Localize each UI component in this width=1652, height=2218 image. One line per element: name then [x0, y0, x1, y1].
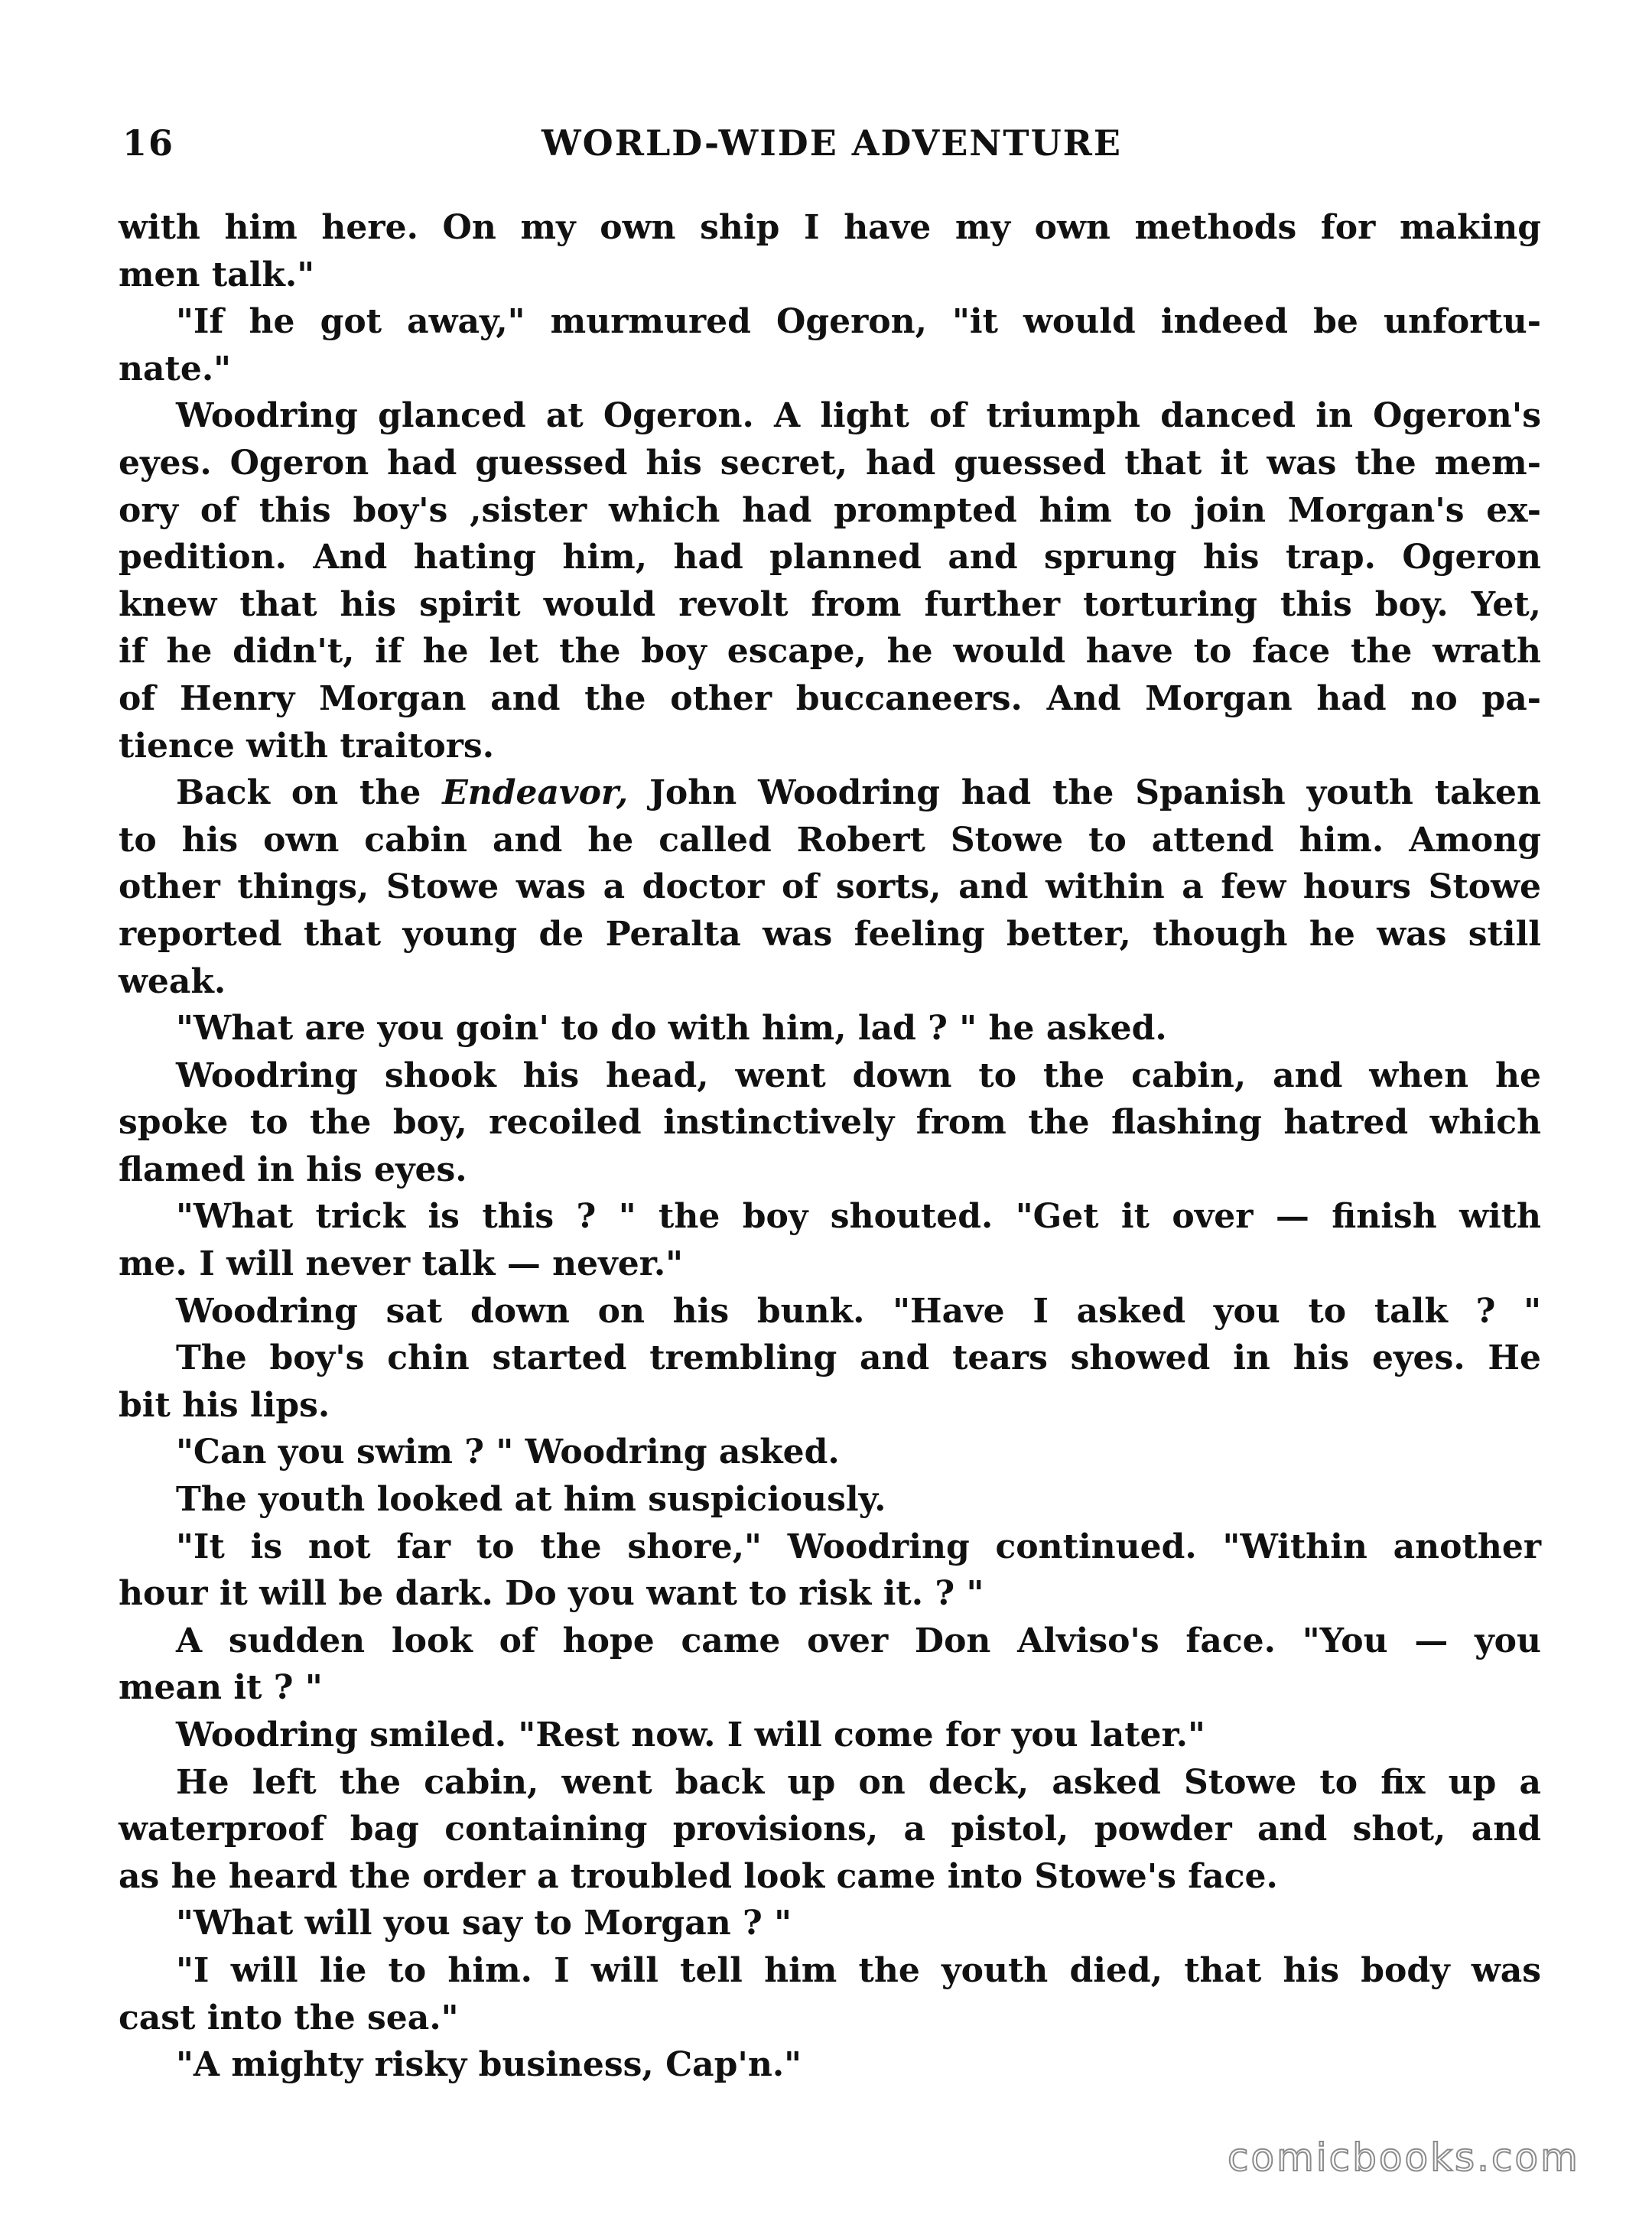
text-line: Woodring sat down on his bunk. "Have I asked you to talk ? "	[176, 1291, 1541, 1331]
text-line: flamed in his eyes.	[119, 1150, 467, 1189]
text-line: "Can you swim ? " Woodring asked.	[176, 1433, 840, 1472]
text-line: The youth looked at him suspiciously.	[176, 1480, 886, 1520]
text-line: "I will lie to him. I will tell him the youth died, that his body was	[176, 1950, 1541, 1990]
text-line: "It is not far to the shore," Woodring continued. "Within another	[176, 1527, 1541, 1566]
text-line: Woodring glanced at Ogeron. A light of triumph danced in Ogeron's	[176, 396, 1541, 436]
text-line: Woodring smiled. "Rest now. I will come for you later."	[176, 1716, 1205, 1755]
text-line: me. I will never talk — never."	[119, 1244, 684, 1284]
ship-name: Endeavor,	[442, 773, 629, 813]
text-line: weak.	[119, 961, 226, 1001]
running-head-title: WORLD-WIDE ADVENTURE	[541, 122, 1122, 164]
text-line: mean it ? "	[119, 1668, 323, 1708]
text-segment: John Woodring had the Spanish youth taken	[628, 773, 1541, 813]
text-line: nate."	[119, 349, 232, 389]
text-line: men talk."	[119, 255, 315, 294]
text-line: He left the cabin, went back up on deck, asked Stowe to fix up a	[176, 1762, 1541, 1802]
text-line: ory of this boy's ,sister which had prompted him to join Morgan's ex-	[119, 490, 1541, 530]
text-line: spoke to the boy, recoiled instinctively from the flashing hatred which	[119, 1103, 1541, 1143]
text-line: "If he got away," murmured Ogeron, "it would indeed be unfortu-	[176, 302, 1541, 342]
text-line: eyes. Ogeron had guessed his secret, had guessed that it was the mem-	[119, 443, 1541, 483]
text-line: tience with traitors.	[119, 726, 495, 766]
text-segment: Back on the	[176, 773, 443, 813]
text-line: "What will you say to Morgan ? "	[176, 1904, 792, 1943]
text-line: "What trick is this ? " the boy shouted. "Get it over — finish with	[176, 1197, 1541, 1237]
text-line: reported that young de Peralta was feeling better, though he was still	[119, 914, 1541, 954]
text-line: "What are you goin' to do with him, lad ? " he asked.	[176, 1009, 1167, 1049]
page-header	[122, 122, 1541, 176]
text-line: pedition. And hating him, had planned and sprung his trap. Ogeron	[119, 538, 1541, 577]
body-text	[119, 204, 1541, 2089]
text-line: if he didn't, if he let the boy escape, he would have to face the wrath	[119, 632, 1541, 672]
text-line: to his own cabin and he called Robert Stowe to attend him. Among	[119, 820, 1541, 860]
text-line	[119, 769, 1541, 817]
text-line: cast into the sea."	[119, 1998, 459, 2038]
page-number: 16	[122, 122, 175, 164]
text-line: Woodring shook his head, went down to the cabin, and when he	[176, 1055, 1541, 1095]
text-line: bit his lips.	[119, 1385, 330, 1425]
text-line: as he heard the order a troubled look came into Stowe's face.	[119, 1856, 1278, 1896]
text-line: knew that his spirit would revolt from further torturing this boy. Yet,	[119, 584, 1541, 624]
text-line: A sudden look of hope came over Don Alviso's face. "You — you	[176, 1621, 1541, 1660]
watermark: comicbooks.com	[1228, 2135, 1580, 2180]
text-line: waterproof bag containing provisions, a pistol, powder and shot, and	[119, 1810, 1541, 1849]
text-line: hour it will be dark. Do you want to risk it. ? "	[119, 1574, 984, 1614]
text-line: with him here. On my own ship I have my own methods for making	[119, 208, 1541, 247]
text-line: other things, Stowe was a doctor of sorts, and within a few hours Stowe	[119, 867, 1541, 907]
text-line: The boy's chin started trembling and tears showed in his eyes. He	[176, 1338, 1541, 1378]
text-line: of Henry Morgan and the other buccaneers. And Morgan had no pa-	[119, 678, 1541, 718]
text-line: "A mighty risky business, Cap'n."	[176, 2045, 802, 2085]
